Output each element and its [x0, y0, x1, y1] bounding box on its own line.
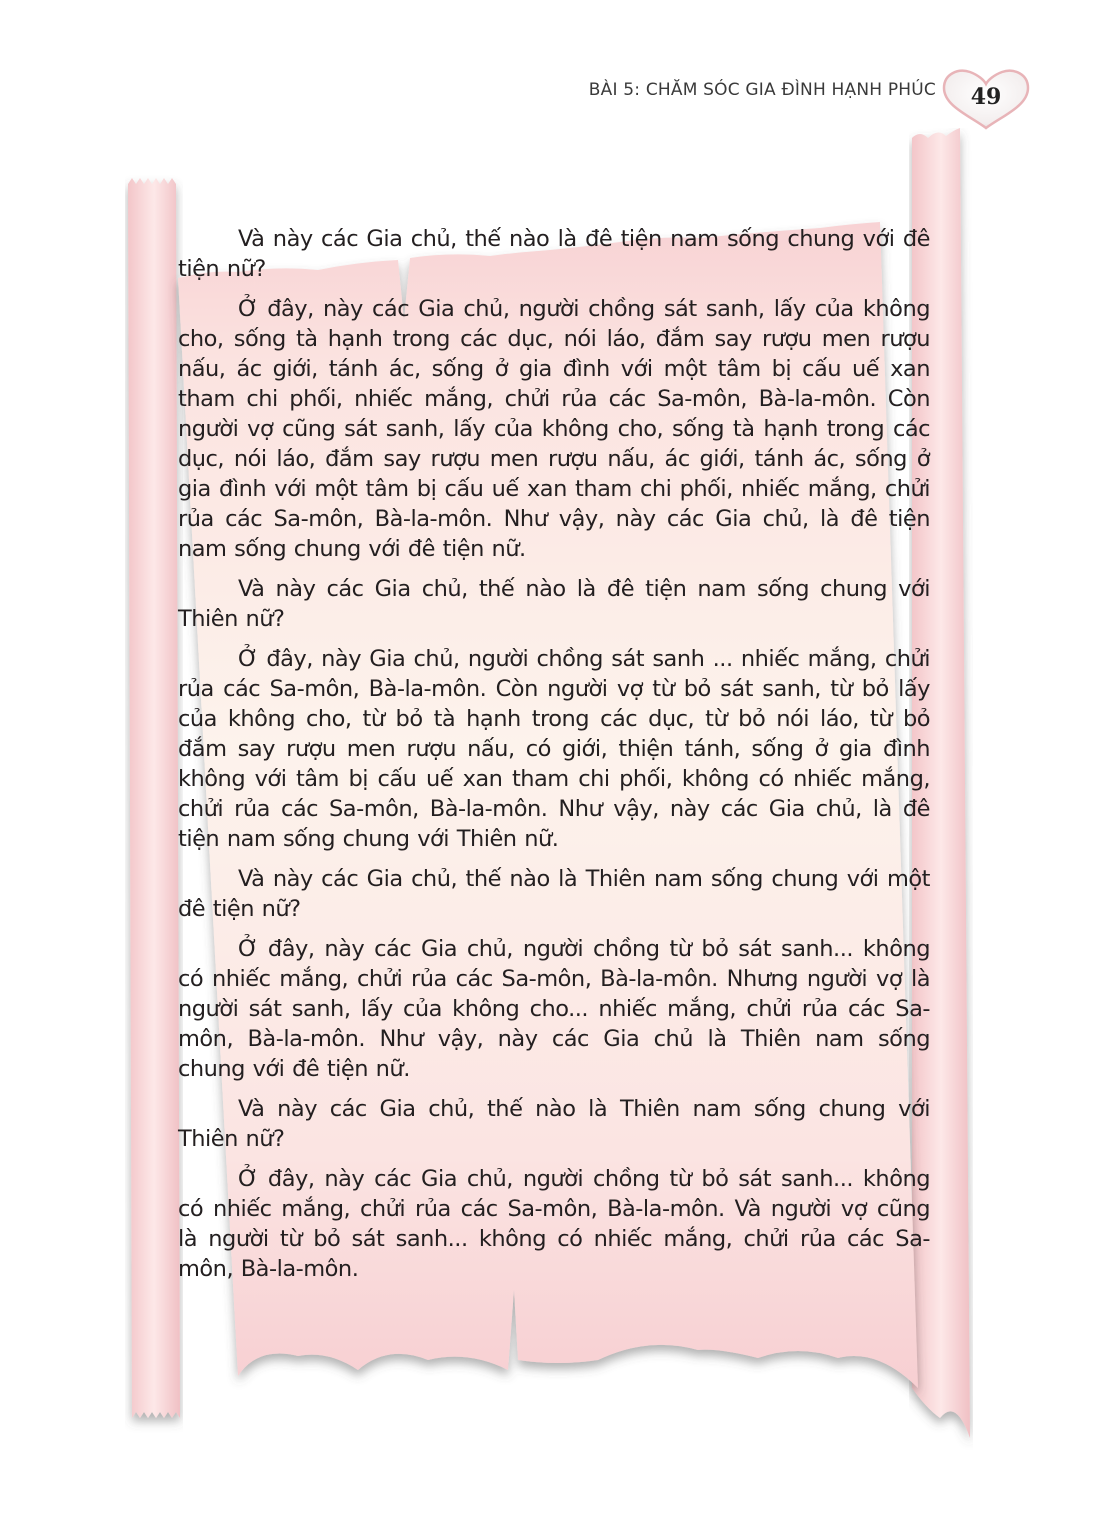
paragraph-question-3: Và này các Gia chủ, thế nào là Thiên nam sống chung với một đê tiện nữ?	[178, 866, 930, 922]
paragraph-question-2: Và này các Gia chủ, thế nào là đê tiện nam sống chung với Thiên nữ?	[178, 576, 930, 632]
body-text	[178, 224, 930, 1294]
paragraph-answer-2: Ở đây, này Gia chủ, người chồng sát sanh ... nhiếc mắng, chửi rủa các Sa-môn, Bà-la-môn. Còn người vợ từ bỏ sát sanh, từ bỏ lấy của không cho, từ bỏ tà hạnh trong các dục, từ bỏ nói láo, từ bỏ đắm say rượu men rượu nấu, có giới, thiện tánh, sống ở gia đình không với tâm bị cấu uế xan tham chi phối, không có nhiếc mắng, chửi rủa các Sa-môn, Bà-la-môn. Như vậy, này các Gia chủ, là đê tiện nam sống chung với Thiên nữ.	[178, 646, 930, 852]
paragraph-answer-1: Ở đây, này các Gia chủ, người chồng sát sanh, lấy của không cho, sống tà hạnh trong các dục, nói láo, đắm say rượu men rượu nấu, ác giới, tánh ác, sống ở gia đình với một tâm bị cấu uế xan tham chi phối, nhiếc mắng, chửi rủa các Sa-môn, Bà-la-môn. Còn người vợ cũng sát sanh, lấy của không cho, sống tà hạnh trong các dục, nói láo, đắm say rượu men rượu nấu, ác giới, tánh ác, sống ở gia đình với một tâm bị cấu uế xan tham chi phối, nhiếc mắng, chửi rủa các Sa-môn, Bà-la-môn. Như vậy, này các Gia chủ, là đê tiện nam sống chung với đê tiện nữ.	[178, 296, 930, 562]
paragraph-question-4: Và này các Gia chủ, thế nào là Thiên nam sống chung với Thiên nữ?	[178, 1096, 930, 1152]
paragraph-question-1: Và này các Gia chủ, thế nào là đê tiện nam sống chung với đê tiện nữ?	[178, 226, 930, 282]
page-number: 49	[970, 84, 1002, 110]
paragraph-answer-4: Ở đây, này các Gia chủ, người chồng từ bỏ sát sanh... không có nhiếc mắng, chửi rủa các Sa-môn, Bà-la-môn. Và người vợ cũng là người từ bỏ sát sanh... không có nhiếc mắng, chửi rủa các Sa-môn, Bà-la-môn.	[178, 1166, 930, 1282]
page-header	[0, 74, 1106, 114]
paragraph-answer-3: Ở đây, này các Gia chủ, người chồng từ bỏ sát sanh... không có nhiếc mắng, chửi rủa các Sa-môn, Bà-la-môn. Nhưng người vợ là người sát sanh, lấy của không cho... nhiếc mắng, chửi rủa các Sa-môn, Bà-la-môn. Như vậy, này các Gia chủ là Thiên nam sống chung với đê tiện nữ.	[178, 936, 930, 1082]
chapter-title: BÀI 5: CHĂM SÓC GIA ĐÌNH HẠNH PHÚC	[588, 80, 936, 100]
